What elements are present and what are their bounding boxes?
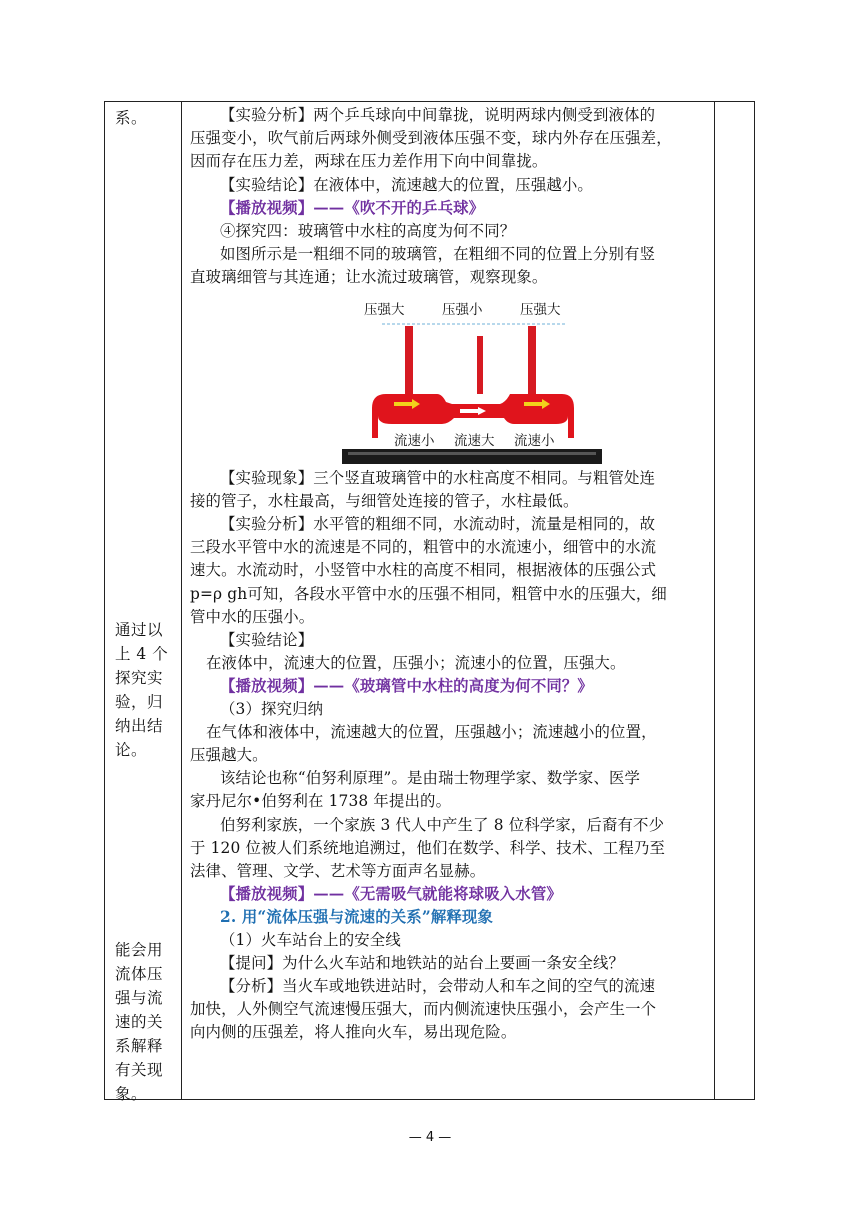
left-note-line: 速的关 [115, 1013, 164, 1031]
content-line: 【播放视频】——《无需吸气就能将球吸入水管》 [220, 884, 562, 903]
content-line: 【实验现象】三个竖直玻璃管中的水柱高度不相同。与粗管处连 [220, 469, 656, 487]
content-line: 管中水的压强小。 [190, 607, 315, 626]
left-note-line: 能会用 [115, 941, 164, 959]
content-line: 【实验结论】在液体中，流速越大的位置，压强越小。 [220, 175, 593, 194]
label-speed-slow-right: 流速小 [514, 433, 555, 449]
content-line: 在气体和液体中，流速越大的位置，压强越小；流速越小的位置， [206, 723, 657, 742]
left-note-line: 有关现 [115, 1061, 164, 1079]
content-line: 如图所示是一粗细不同的玻璃管，在粗细不同的位置上分别有竖 [220, 245, 656, 264]
left-note-1: 系。 [115, 109, 148, 127]
vertical-tube-left [405, 326, 413, 394]
label-speed-fast: 流速大 [454, 433, 495, 449]
content-line: 向内侧的压强差，将人推向火车，易出现危险。 [190, 1023, 517, 1042]
content-line: 【分析】当火车或地铁进站时，会带动人和车之间的空气的流速 [220, 977, 656, 996]
content-line: 【提问】为什么火车站和地铁站的站台上要画一条安全线？ [220, 954, 625, 973]
left-note-line: 纳出结 [115, 717, 164, 735]
lesson-table [104, 101, 755, 1103]
content-line: 家丹尼尔•伯努利在 1738 年提出的。 [190, 792, 452, 811]
content-line: 压强变小，吹气前后两球外侧受到液体压强不变，球内外存在压强差， [190, 129, 672, 148]
page-number: — 4 — [408, 1130, 452, 1145]
left-note-line: 象。 [115, 1085, 148, 1103]
content-line: 【播放视频】——《玻璃管中水柱的高度为何不同？》 [220, 676, 593, 695]
content-line: 【实验分析】水平管的粗细不同，水流动时，流量是相同的，故 [220, 515, 656, 534]
left-note-line: 流体压 [115, 965, 164, 983]
content-line: 伯努利家族，一个家族 3 代人中产生了 8 位科学家，后裔有不少 [220, 815, 665, 834]
content-line: 【实验结论】 [220, 630, 314, 649]
left-note-3 [115, 938, 177, 1106]
base-stand-highlight [348, 452, 596, 455]
left-note-line: 验，归 [115, 693, 164, 711]
label-pressure-low: 压强小 [442, 302, 483, 318]
label-speed-slow-left: 流速小 [394, 433, 435, 449]
content-line: 直玻璃细管与其连通；让水流过玻璃管，观察现象。 [190, 268, 548, 287]
base-stand [342, 449, 602, 464]
label-pressure-high-right: 压强大 [520, 302, 561, 318]
objectives-column [105, 102, 182, 1103]
content-line: 速大。水流动时，小竖管中水柱的高度不相同，根据液体的压强公式 [190, 561, 657, 580]
content-line: 该结论也称“伯努利原理”。是由瑞士物理学家、数学家、医学 [220, 769, 641, 788]
content-line: 2. 用“流体压强与流速的关系”解释现象 [220, 907, 493, 926]
content-line: 压强越大。 [190, 746, 268, 765]
content-line: 接的管子，水柱最高，与细管处连接的管子，水柱最低。 [190, 492, 579, 511]
left-note-line: 通过以 [115, 621, 164, 639]
content-line: p=ρ gh可知，各段水平管中水的压强不相同，粗管中水的压强大，细 [190, 584, 667, 603]
content-line: 因而存在压力差，两球在压力差作用下向中间靠拢。 [190, 152, 548, 171]
left-note-line: 上 4 个 [115, 645, 169, 663]
vertical-tube-right [528, 326, 536, 394]
content-line: 【播放视频】——《吹不开的乒乓球》 [220, 198, 485, 217]
content-line: ④探究四：玻璃管中水柱的高度为何不同？ [220, 222, 516, 240]
activities-column [182, 102, 715, 1100]
left-note-line: 系解释 [115, 1037, 164, 1055]
content-line: 加快，人外侧空气流速慢压强大，而内侧流速快压强小，会产生一个 [190, 1000, 657, 1019]
left-note-line: 强与流 [115, 989, 164, 1007]
content-line: 于 120 位被人们系统地追溯过，他们在数学、科学、技术、工程乃至 [190, 838, 666, 857]
vertical-tube-middle [477, 336, 483, 394]
left-note-line: 论。 [115, 741, 148, 759]
label-pressure-high-left: 压强大 [364, 302, 405, 318]
content-line: （1）火车站台上的安全线 [220, 931, 401, 949]
left-note-line: 探究实 [115, 669, 164, 687]
content-line: （3）探究归纳 [220, 700, 324, 718]
content-line: 三段水平管中水的流速是不同的，粗管中的水流速小，细管中的水流 [190, 538, 657, 557]
content-line: 法律、管理、文学、艺术等方面声名显赫。 [190, 861, 486, 880]
left-note-2 [115, 618, 177, 762]
content-line: 【实验分析】两个乒乓球向中间靠拢，说明两球内侧受到液体的 [220, 106, 656, 124]
glass-tube-diagram [342, 298, 602, 464]
content-line: 在液体中，流速大的位置，压强小；流速小的位置，压强大。 [206, 653, 626, 672]
